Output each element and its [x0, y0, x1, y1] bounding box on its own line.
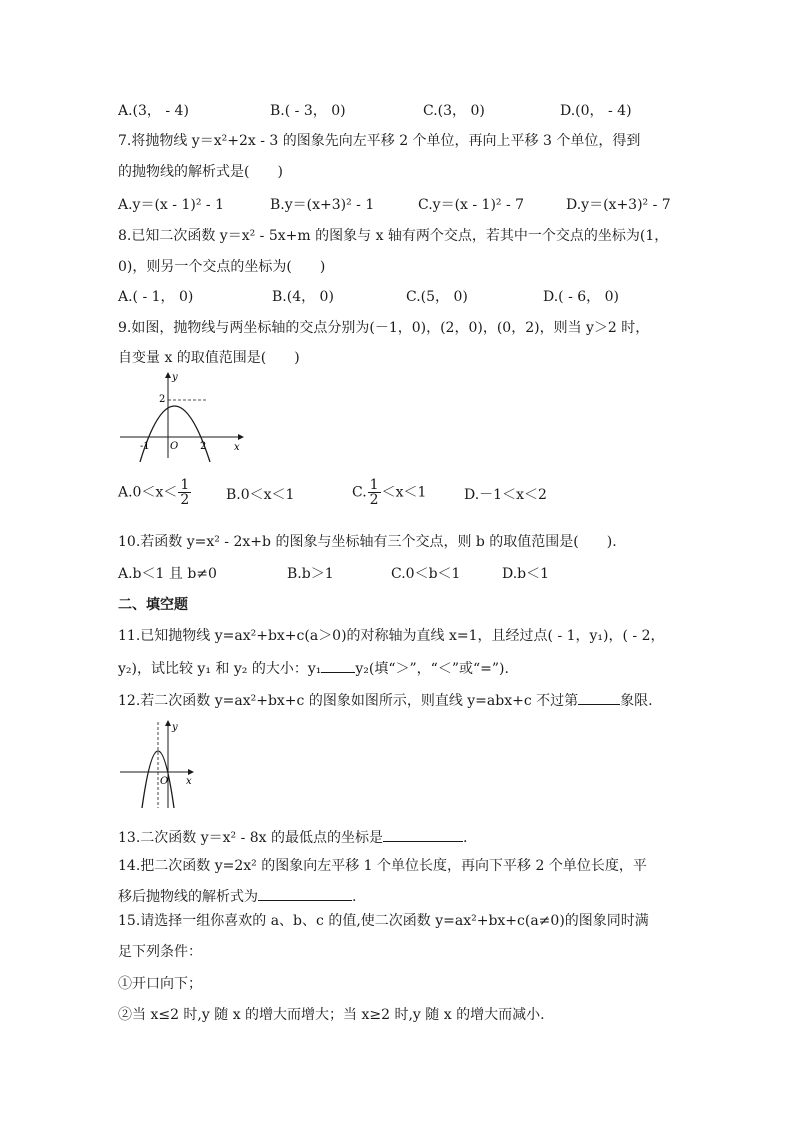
q9-option-a-den: 2	[180, 492, 190, 508]
q9-parabola-graph	[116, 370, 246, 462]
q12-y-arrow	[165, 720, 171, 726]
q14-line2-suffix: .	[352, 889, 357, 905]
q11-line2-suffix: y₂(填“＞”，“＜”或“=”).	[355, 661, 509, 677]
q9-x-arrow	[238, 434, 244, 440]
q8-option-d: D.( - 6， 0)	[543, 289, 619, 305]
q12-stem	[118, 690, 653, 711]
q9-option-c	[352, 478, 426, 507]
q12-y-label: y	[172, 722, 178, 733]
q11-stem-line2	[118, 658, 509, 679]
q14-stem-line2	[118, 886, 356, 907]
q8-stem-line2: 0)，则另一个交点的坐标为( )	[118, 259, 326, 275]
q12-stem-suffix: 象限.	[620, 693, 653, 709]
q10-stem: 10.若函数 y=x² - 2x+b 的图象与坐标轴有三个交点，则 b 的取值范围是( ).	[118, 534, 617, 550]
q13-stem-prefix: 13.二次函数 y＝x² - 8x 的最低点的坐标是	[118, 830, 384, 846]
q8-stem-line1: 8.已知二次函数 y＝x² - 5x+m 的图象与 x 轴有两个交点，若其中一个交点的坐标为(1，	[118, 228, 669, 244]
q9-y-tick-2: 2	[159, 394, 166, 405]
q6-option-d: D.(0， - 4)	[560, 103, 632, 119]
q9-x-label: x	[234, 442, 240, 453]
q13-stem	[118, 827, 467, 848]
q14-stem-line1: 14.把二次函数 y=2x² 的图象向左平移 1 个单位长度，再向下平移 2 个单位长度，平	[118, 858, 647, 874]
q9-option-c-suffix: ＜x＜1	[381, 484, 427, 501]
q10-option-c: C.0＜b＜1	[391, 566, 461, 582]
q9-option-b: B.0＜x＜1	[226, 487, 295, 503]
q12-x-label: x	[186, 776, 192, 787]
q15-stem-line1: 15.请选择一组你喜欢的 a、b、c 的值,使二次函数 y=ax²+bx+c(a≠0)的图象同时满	[118, 913, 649, 929]
q11-line2-prefix: y₂)，试比较 y₁ 和 y₂ 的大小：y₁	[118, 661, 322, 677]
q7-stem-line2: 的抛物线的解析式是( )	[118, 164, 283, 180]
q6-option-a: A.(3， - 4)	[118, 103, 189, 119]
q15-condition-2: ②当 x≤2 时,y 随 x 的增大而增大；当 x≥2 时,y 随 x 的增大而减小.	[118, 1007, 545, 1023]
q9-option-a-text: A.0＜x＜	[118, 484, 178, 501]
q7-option-b: B.y＝(x+3)² - 1	[270, 197, 375, 213]
q11-answer-blank[interactable]	[321, 658, 355, 673]
q9-parabola-curve	[140, 406, 210, 462]
q9-option-a	[118, 478, 192, 507]
q9-origin-label: O	[170, 441, 179, 452]
q7-option-a: A.y＝(x - 1)² - 1	[118, 197, 224, 213]
q6-option-c: C.(3， 0)	[423, 103, 485, 119]
q14-answer-blank[interactable]	[258, 886, 352, 901]
q9-option-c-den: 2	[369, 492, 379, 508]
q10-option-d: D.b＜1	[502, 566, 550, 582]
q8-option-c: C.(5， 0)	[406, 289, 468, 305]
q9-option-d: D.－1＜x＜2	[464, 487, 547, 503]
q12-answer-blank[interactable]	[578, 690, 620, 705]
q8-option-b: B.(4， 0)	[272, 289, 334, 305]
q6-option-b: B.( - 3， 0)	[270, 103, 346, 119]
q7-stem-line1: 7.将抛物线 y＝x²+2x - 3 的图象先向左平移 2 个单位，再向上平移 3 个单位，得到	[118, 133, 641, 149]
q12-origin-label: O	[160, 776, 169, 787]
q9-stem-line2: 自变量 x 的取值范围是( )	[118, 350, 300, 366]
q15-condition-1: ①开口向下；	[118, 976, 202, 992]
q9-option-a-fraction	[178, 478, 191, 507]
q7-option-c: C.y＝(x - 1)² - 7	[418, 197, 525, 213]
q12-stem-prefix: 12.若二次函数 y=ax²+bx+c 的图象如图所示，则直线 y=abx+c 不过第	[118, 693, 579, 709]
q12-parabola-graph	[118, 718, 198, 810]
q10-option-a: A.b＜1 且 b≠0	[118, 566, 217, 582]
q13-answer-blank[interactable]	[383, 827, 463, 842]
q9-y-arrow	[165, 372, 171, 378]
q9-y-label: y	[172, 372, 178, 383]
q13-stem-suffix: .	[463, 830, 468, 846]
q9-option-a-num: 1	[180, 477, 190, 493]
q9-stem-line1: 9.如图，抛物线与两坐标轴的交点分别为(－1，0)，(2，0)，(0，2)，则当 y＞2 时，	[118, 320, 650, 336]
q15-stem-line2: 足下列条件：	[118, 944, 202, 960]
q9-x-tick-2: 2	[200, 441, 207, 452]
q9-x-tick-neg1: -1	[140, 441, 150, 452]
q7-option-d: D.y＝(x+3)² - 7	[566, 197, 671, 213]
q9-option-c-num: 1	[369, 477, 379, 493]
q12-x-arrow	[188, 769, 194, 775]
q9-option-c-prefix: C.	[352, 484, 367, 501]
q14-line2-prefix: 移后抛物线的解析式为	[118, 889, 258, 905]
q9-option-c-fraction	[368, 478, 381, 507]
q10-option-b: B.b＞1	[287, 566, 334, 582]
section-title-fill-in: 二、填空题	[118, 597, 188, 613]
q8-option-a: A.( - 1， 0)	[118, 289, 194, 305]
q11-stem-line1: 11.已知抛物线 y=ax²+bx+c(a＞0)的对称轴为直线 x=1，且经过点( - 1，y₁)，( - 2，	[118, 628, 665, 644]
